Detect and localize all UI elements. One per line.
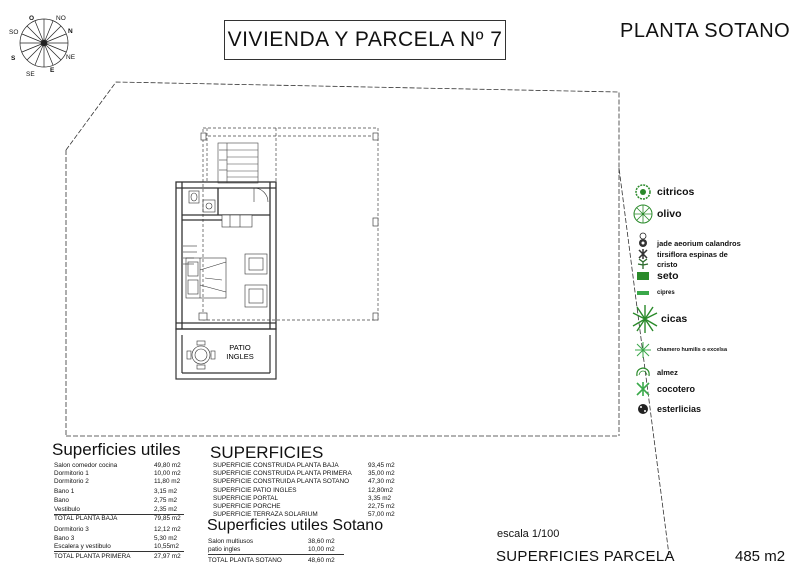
table-row: SUPERFICIE CONSTRUIDA PLANTA BAJA 93,45 m2: [213, 462, 395, 469]
sheet-title: PLANTA SOTANO: [620, 20, 791, 42]
staircase: [218, 143, 258, 183]
compass-s: S: [11, 55, 16, 62]
coconut-palm-icon: [632, 381, 654, 397]
table-row: Escalera y vestibulo 10,55m2: [54, 543, 184, 552]
superficies-table: [213, 462, 395, 519]
compass-n: N: [68, 28, 73, 35]
bathroom-fixtures: [189, 188, 268, 212]
legend-item: [632, 269, 679, 283]
scale-label: escala 1/100: [497, 528, 560, 540]
hedge-icon: [632, 269, 654, 283]
table-row: SUPERFICIE PORTAL 3,35 m2: [213, 494, 392, 502]
table-row: Dormitorio 2 11,80 m2: [54, 478, 181, 486]
compass-se: SE: [26, 71, 35, 78]
superficies-heading: SUPERFICIES: [210, 443, 324, 462]
bird-of-paradise-icon: [632, 401, 654, 417]
table-row: Bano 2,75 m2: [54, 496, 178, 504]
compass-rose-icon: [20, 19, 68, 67]
patio-label-2: INGLES: [226, 352, 254, 361]
dwarf-palm-icon: [632, 341, 654, 359]
legend-item: [632, 381, 695, 397]
legend-item: [632, 341, 727, 359]
table-row: TOTAL PLANTA PRIMERA 27,97 m2: [54, 553, 181, 561]
table-row: SUPERFICIE CONSTRUIDA PLANTA SOTANO 47,30 m2: [213, 478, 395, 486]
table-row: Vestibulo 2,35 m2: [54, 506, 184, 515]
table-row: TOTAL PLANTA SOTANO 48,60 m2: [208, 557, 335, 565]
legend-item: [632, 184, 694, 200]
parcela-value: 485 m2: [735, 548, 786, 565]
parcela-label: SUPERFICIES PARCELA: [496, 548, 675, 565]
cycad-icon: [632, 304, 658, 334]
table-row: SUPERFICIE PORCHE 22,75 m2: [213, 503, 395, 511]
table-row: SUPERFICIE PATIO INGLES 12,80m2: [213, 486, 393, 494]
steps: [183, 246, 197, 264]
utiles-heading: Superficies utiles: [52, 440, 181, 459]
legend-label: cipres: [657, 290, 675, 296]
table-row: Bano 1 3,15 m2: [54, 487, 178, 495]
table-row: Salon multiusos 38,60 m2: [208, 538, 335, 545]
table-row: Salon comedor cocina 49,80 m2: [54, 462, 181, 469]
sotano-table: [208, 538, 344, 566]
legend-label: tirsiflora espinas de: [657, 249, 728, 259]
sofas: [245, 254, 267, 307]
legend-label: cristo: [657, 259, 678, 269]
legend-item: [632, 401, 701, 417]
legend-label: seto: [657, 270, 679, 282]
table-row: Dormitorio 3 12,12 m2: [54, 526, 181, 534]
hackberry-icon: [632, 365, 654, 379]
legend-item: [632, 203, 682, 225]
legend-label: citricos: [657, 186, 695, 198]
legend-item: [632, 365, 678, 379]
patio-label: PATIO: [229, 343, 251, 352]
cypress-icon: [632, 287, 654, 299]
kitchen-counter: [222, 215, 252, 227]
legend-label: chamero humilis o excelsa: [657, 347, 728, 353]
legend-label: olivo: [657, 208, 682, 220]
table-row: patio ingles 10,00 m2: [208, 546, 344, 555]
compass-no: NO: [56, 15, 66, 22]
table-row: SUPERFICIE TERRAZA SOLARIUM 57,00 m2: [213, 511, 395, 519]
legend-item: [632, 304, 687, 334]
compass-e: E: [50, 67, 55, 74]
legend-item: [632, 287, 675, 299]
table-row: SUPERFICIE CONSTRUIDA PLANTA PRIMERA 35,00 m2: [213, 470, 395, 478]
table-row: Bano 3 5,30 m2: [54, 534, 178, 542]
legend-label: cicas: [661, 313, 688, 325]
utiles-table: [54, 462, 184, 561]
legend-label: almez: [657, 367, 678, 377]
legend-label: cocotero: [657, 384, 696, 394]
citrus-tree-icon: [632, 184, 654, 200]
table-row: TOTAL PLANTA BAJA 79,85 m2: [54, 515, 181, 523]
table-row: Dormitorio 1 10,00 m2: [54, 470, 181, 478]
drawing-title: VIVIENDA Y PARCELA Nº 7: [224, 20, 506, 60]
sotano-heading: Superficies utiles Sotano: [207, 517, 384, 534]
olive-tree-icon: [632, 203, 654, 225]
legend-label: esterlicias: [657, 404, 702, 414]
compass-ne: NE: [66, 54, 76, 61]
patio-table-icon: [187, 341, 215, 369]
legend-label: jade aeorium calandros: [657, 238, 741, 248]
compass-o: O: [29, 15, 35, 22]
compass-so: SO: [9, 29, 19, 36]
